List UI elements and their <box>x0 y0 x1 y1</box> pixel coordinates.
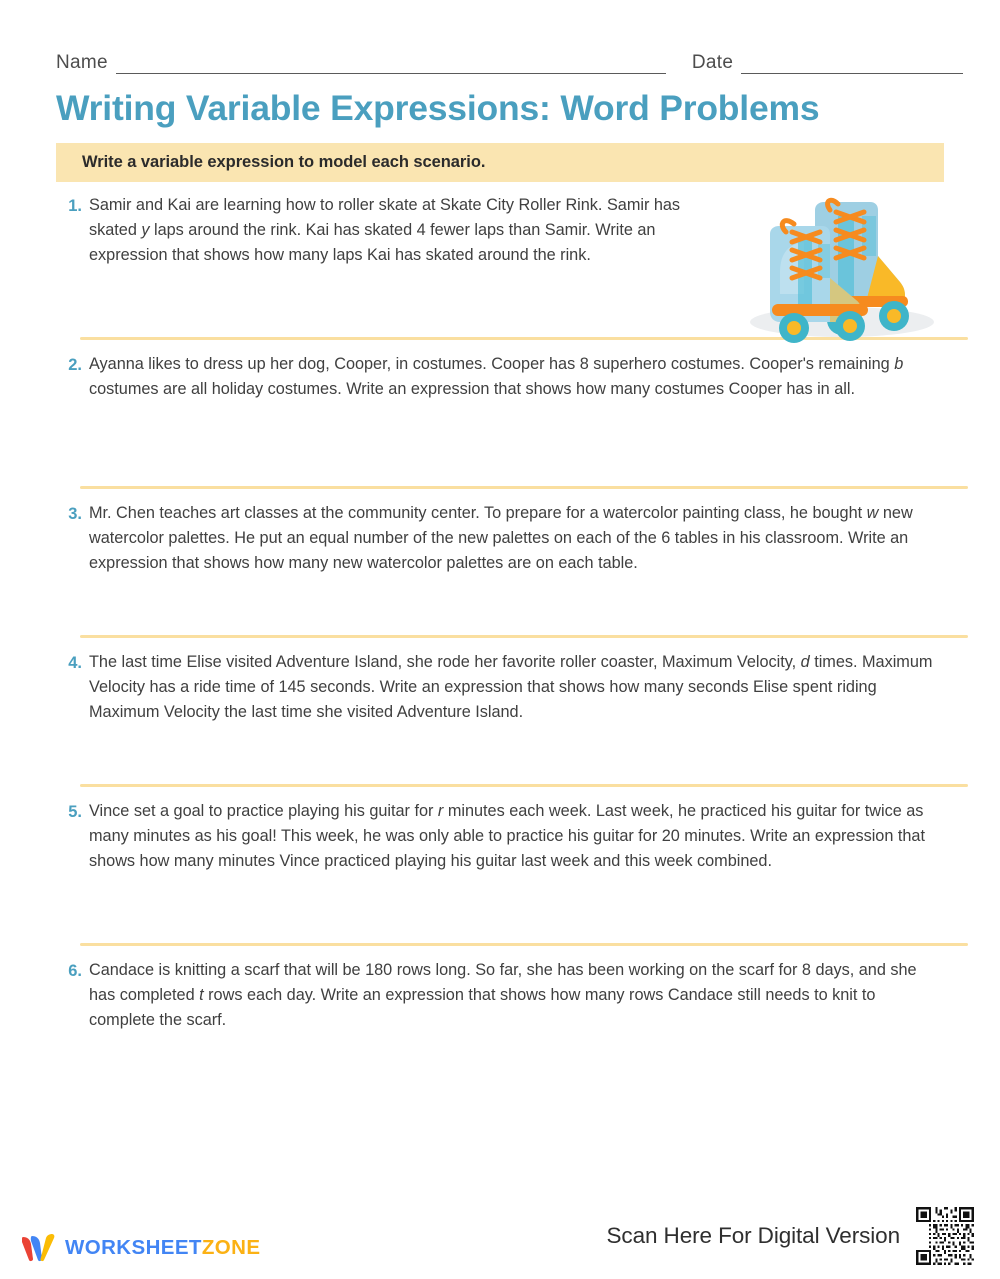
logo-word-worksheet: WORKSHEET <box>65 1236 202 1259</box>
problem-text-4: The last time Elise visited Adventure Island, she rode her favorite roller coaster, Maximum Velocity, d times. Maximum Velocity has a ride time of 145 seconds. Write an expression that shows how many seconds Elise spent riding Maximum Velocity the last time she visited Adventure Island. <box>89 652 933 721</box>
problem-item-3 <box>56 489 944 635</box>
problem-item-4 <box>56 638 944 784</box>
logo-wordmark <box>65 1236 260 1260</box>
problem-text-3: Mr. Chen teaches art classes at the community center. To prepare for a watercolor painting class, he bought w new watercolor palettes. He put an equal number of the new palettes on each of the 6 tables in his classroom. Write an expression that shows how many new watercolor palettes are on each table. <box>89 503 913 572</box>
problem-text-1: Samir and Kai are learning how to roller skate at Skate City Roller Rink. Samir has skated y laps around the rink. Kai has skated 4 fewer laps than Samir. Write an expression that shows how many laps Kai has skated around the rink. <box>89 195 681 264</box>
problem-item-5 <box>56 787 944 943</box>
problem-text-2: Ayanna likes to dress up her dog, Cooper, in costumes. Cooper has 8 superhero costumes. Cooper's remaining b costumes are all holiday costumes. Write an expression that shows how many costumes Cooper has in all. <box>89 354 904 398</box>
instruction-bar <box>56 143 944 182</box>
problem-number-2: 2. <box>68 355 82 374</box>
page-footer <box>0 1193 1000 1279</box>
scan-digital-version[interactable] <box>607 1205 976 1279</box>
problem-list <box>56 182 944 1046</box>
name-label: Name <box>56 52 108 73</box>
name-write-line[interactable] <box>116 59 666 74</box>
roller-skates-illustration <box>738 186 948 346</box>
scan-label: Scan Here For Digital Version <box>606 1223 900 1248</box>
date-label: Date <box>691 52 734 73</box>
name-date-row <box>56 0 944 74</box>
page-title: Writing Variable Expressions: Word Problems <box>56 88 820 128</box>
logo-word-zone: ZONE <box>201 1236 261 1259</box>
problem-item-1 <box>56 182 944 337</box>
problem-number-3: 3. <box>68 504 82 523</box>
problem-number-6: 6. <box>68 961 82 980</box>
logo-mark-icon <box>22 1233 56 1263</box>
problem-text-5: Vince set a goal to practice playing his guitar for r minutes each week. Last week, he practiced his guitar for twice as many minutes as his goal! This week, he was only able to practice his guitar for 20 minutes. Write an expression that shows how many minutes Vince practiced playing his guitar last week and this week combined. <box>89 801 925 870</box>
problem-number-1: 1. <box>68 196 82 215</box>
date-write-line[interactable] <box>741 59 963 74</box>
problem-text-6: Candace is knitting a scarf that will be 180 rows long. So far, she has been working on the scarf for 8 days, and she has completed t rows each day. Write an expression that shows how many rows Candace still needs to knit to complete the scarf. <box>89 960 917 1029</box>
qr-code-icon[interactable] <box>914 1205 976 1267</box>
problem-item-6 <box>56 946 944 1046</box>
problem-number-4: 4. <box>68 653 82 672</box>
instruction-text: Write a variable expression to model each scenario. <box>82 152 486 171</box>
problem-number-5: 5. <box>68 802 82 821</box>
worksheet-zone-logo[interactable] <box>22 1233 260 1279</box>
problem-item-2 <box>56 340 944 486</box>
